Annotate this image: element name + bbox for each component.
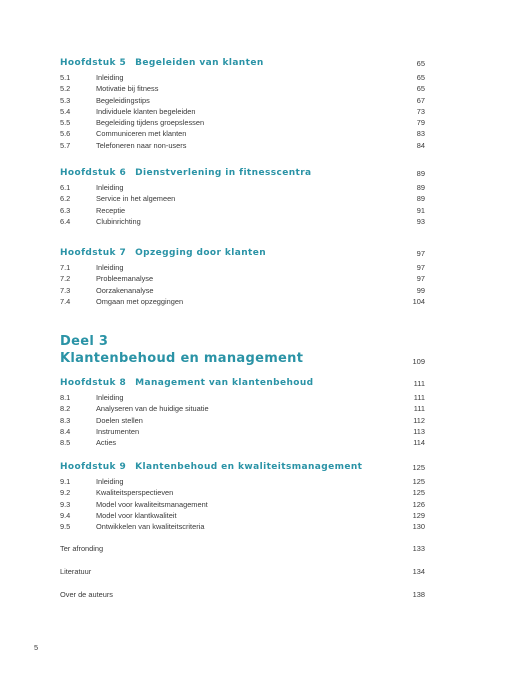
chapter-title: Begeleiden van klanten [135,58,264,68]
back-matter-entry [60,566,425,578]
toc-entry [60,285,425,296]
toc-entry [60,521,425,532]
chapter-page-number: 65 [416,59,425,68]
toc-entry [60,499,425,510]
chapter-page-number: 89 [416,169,425,178]
entry-page-number: 111 [413,393,425,402]
chapter-page-number: 111 [413,379,425,388]
entry-page-number: 89 [416,183,425,192]
toc-entry [60,182,425,193]
toc-entry [60,95,425,106]
entry-title: Oorzakenanalyse [96,285,154,295]
chapter-label: Hoofdstuk 6 [60,168,127,178]
entry-page-number: 97 [416,263,425,272]
entry-page-number: 112 [413,415,425,425]
entry-number: 5.7 [60,140,71,150]
entry-title: Telefoneren naar non-users [96,140,187,150]
chapter-section [60,378,425,448]
toc-entry [60,106,425,117]
entry-title: Instrumenten [96,426,140,436]
chapter-page-number: 125 [412,463,425,472]
entry-page-number: 65 [416,73,425,82]
back-matter-entry [60,543,425,555]
entry-title: Communiceren met klanten [96,129,187,139]
entry-title: Model voor klantkwaliteit [96,510,177,520]
entry-title: Doelen stellen [96,415,143,425]
back-matter-page-number: 133 [412,544,425,553]
entry-number: 8.2 [60,404,71,414]
entry-title: Motivatie bij fitness [96,84,159,94]
entry-number: 8.4 [60,426,71,436]
entry-title: Begeleidingstips [96,95,150,105]
entry-number: 9.3 [60,499,71,509]
entry-title: Inleiding [96,393,124,402]
entry-title: Inleiding [96,263,124,272]
chapter-label: Hoofdstuk 9 [60,462,127,472]
part-heading [60,334,425,367]
entry-page-number: 125 [412,488,425,498]
back-matter-title: Ter afronding [60,544,104,553]
entry-number: 8.5 [60,438,71,448]
part-title: Klantenbehoud en management [60,351,304,366]
entry-page-number: 84 [416,140,425,150]
toc-entry [60,83,425,94]
entry-page-number: 91 [416,205,425,215]
toc-entry [60,205,425,216]
entry-page-number: 114 [413,438,425,448]
toc-entry [60,403,425,414]
toc-entry [60,117,425,128]
entry-number: 7.1 [60,263,71,272]
back-matter-title: Literatuur [60,567,92,576]
entry-number: 5.5 [60,118,71,128]
entry-number: 6.3 [60,205,71,215]
back-matter-page-number: 134 [412,567,425,576]
entry-number: 8.1 [60,393,71,402]
part-page-number: 109 [412,357,425,366]
chapter-label: Hoofdstuk 5 [60,58,127,68]
chapter-heading [60,248,425,262]
chapter-title: Management van klantenbehoud [135,378,314,388]
chapter-section [60,168,425,227]
toc-entry [60,273,425,284]
entry-title: Inleiding [96,183,124,192]
entry-number: 5.1 [60,73,71,82]
part-title-row [60,349,425,367]
entry-title: Inleiding [96,73,124,82]
entry-page-number: 129 [412,510,425,520]
entry-title: Begeleiding tijdens groepslessen [96,118,205,128]
entry-number: 9.1 [60,477,71,486]
entry-page-number: 93 [416,216,425,226]
entry-page-number: 113 [413,426,425,436]
entry-page-number: 65 [416,84,425,94]
entry-number: 9.5 [60,522,71,532]
toc-entry [60,216,425,227]
chapter-heading [60,58,425,72]
entry-page-number: 99 [416,285,425,295]
part-label: Deel 3 [60,334,109,349]
chapter-page-number: 97 [416,249,425,258]
entry-number: 7.2 [60,274,71,284]
entry-title: Acties [96,438,117,448]
entry-page-number: 89 [416,194,425,204]
chapter-heading [60,462,425,476]
toc-entry [60,296,425,307]
entry-title: Kwaliteitsperspectieven [96,488,174,498]
chapter-title: Opzegging door klanten [135,248,267,258]
entry-number: 6.2 [60,194,71,204]
back-matter-title: Over de auteurs [60,590,113,599]
folio-page-number: 5 [34,643,39,652]
chapter-section [60,248,425,307]
entry-number: 6.4 [60,216,71,226]
entry-title: Probleemanalyse [96,274,154,284]
entry-title: Service in het algemeen [96,194,176,204]
entry-number: 7.3 [60,285,71,295]
entry-title: Model voor kwaliteitsmanagement [96,499,208,509]
entry-title: Analyseren van de huidige situatie [96,404,209,414]
toc-entry [60,128,425,139]
toc-entry [60,392,425,403]
entry-number: 9.4 [60,510,71,520]
entry-number: 9.2 [60,488,71,498]
entry-page-number: 126 [412,499,425,509]
entry-number: 5.3 [60,95,71,105]
toc-entry [60,476,425,487]
entry-page-number: 73 [416,106,425,116]
back-matter-page-number: 138 [412,590,425,599]
entry-page-number: 97 [416,274,425,284]
entry-number: 6.1 [60,183,71,192]
toc-entry [60,140,425,151]
entry-title: Receptie [96,205,126,215]
toc-entry [60,193,425,204]
chapter-title: Klantenbehoud en kwaliteitsmanagement [135,462,363,472]
entry-number: 8.3 [60,415,71,425]
chapter-label: Hoofdstuk 8 [60,378,127,388]
entry-page-number: 104 [412,296,425,306]
toc-entry [60,415,425,426]
back-matter-entry [60,589,425,601]
entry-number: 5.4 [60,106,71,116]
entry-title: Individuele klanten begeleiden [96,106,196,116]
chapter-heading [60,378,425,392]
entry-page-number: 67 [416,95,425,105]
entry-page-number: 111 [413,404,425,414]
entry-number: 5.6 [60,129,71,139]
toc-entry [60,262,425,273]
entry-page-number: 83 [416,129,425,139]
toc-entry [60,487,425,498]
chapter-label: Hoofdstuk 7 [60,248,127,258]
entry-number: 5.2 [60,84,71,94]
chapter-title: Dienstverlening in fitnesscentra [135,168,312,178]
entry-page-number: 125 [412,477,425,486]
entry-title: Clubinrichting [96,216,141,226]
toc-entry [60,426,425,437]
toc-entry [60,510,425,521]
chapter-section [60,58,425,151]
toc-entry [60,437,425,448]
toc-entry [60,72,425,83]
entry-page-number: 79 [416,118,425,128]
entry-title: Inleiding [96,477,124,486]
entry-page-number: 130 [412,522,425,532]
chapter-heading [60,168,425,182]
entry-title: Ontwikkelen van kwaliteitscriteria [96,522,205,532]
chapter-section [60,462,425,532]
entry-title: Omgaan met opzeggingen [96,296,184,306]
entry-number: 7.4 [60,296,71,306]
